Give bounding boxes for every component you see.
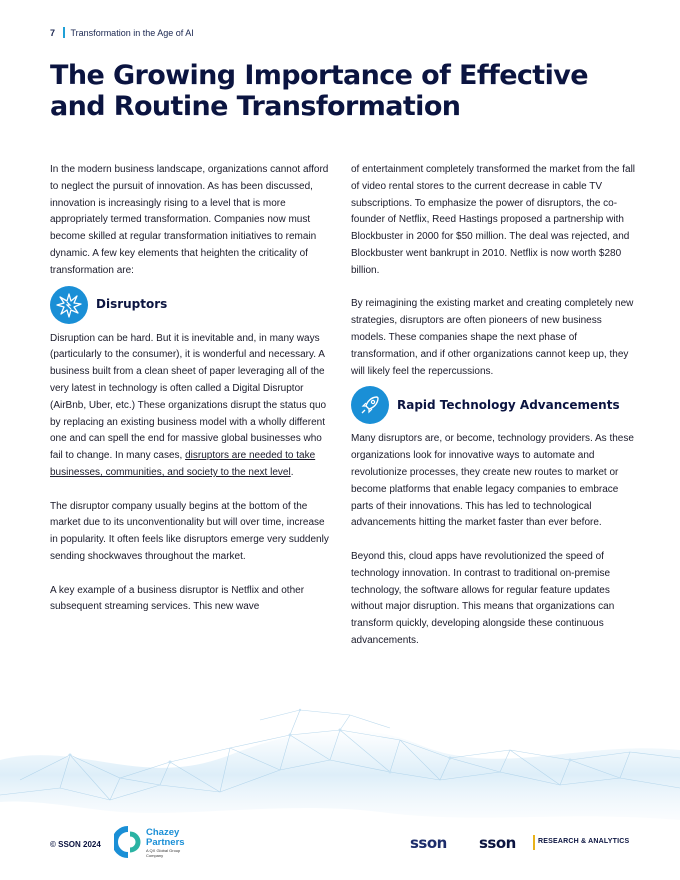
chazey-mark-icon [114,826,144,858]
disruptors-link[interactable]: disruptors are needed to take businesses, communities, and society to the next level [50,450,316,478]
chazey-partners-logo [114,826,194,866]
chazey-tagline: A QX Global Group Company [146,848,181,858]
disruptors-heading: Disruptors [96,297,168,312]
rocket-icon [351,386,389,424]
footer [0,818,680,868]
header-divider [63,27,65,38]
copyright: © SSON 2024 [50,840,101,849]
sson-logo: sson [410,834,447,852]
burst-icon [50,286,88,324]
section-heading-disruptors [50,285,335,325]
reimagining-paragraph: By reimagining the existing market and creating completely new strategies, disruptors are often pioneers of new business models. These companies shape the next phase of transformation, and if other organizations cannot keep up, they will likely feel the repercussions. [351,298,634,377]
disruptors-paragraph-2: The disruptor company usually begins at the bottom of the market due to its unconventionality but will over time, increase in popularity. It often feels like disruptors emerge very suddenly sending shockwaves throughout the market. [50,500,329,562]
paragraph-text-end: . [290,466,294,478]
disruptors-paragraph-3: A key example of a business disruptor is Netflix and other subsequent streaming services. This new wave [50,584,305,613]
rapid-tech-paragraph-2: Beyond this, cloud apps have revolutionized the speed of technology innovation. In contrast to traditional on-premise technology, the software allows for regular feature updates without major disruption. This means that organizations can transform quickly, developing alongside these continuous advancements. [351,550,615,646]
paragraph-text: Disruption can be hard. But it is inevitable and, in many ways (particularly to the consumer), it is wonderful and necessary. A business built from a clean sheet of paper leveraging all of the very latest in technology is often called a Digital Disruptor (AirBnb, Uber, etc.) These organizations disrupt the status quo by replacing an existing business model with a wholly different one and can spell the end for massive global businesses who fail to change. In many cases, [50,332,327,462]
intro-paragraph: In the modern business landscape, organizations cannot afford to neglect the pursuit of innovation. As has been discussed, innovation is increasingly rising to a level that is more appropriately termed transformation. Companies now must become skilled at regular transformation initiatives to remain dynamic. A few key elements that heighten the criticality of transformation are: [50,164,329,276]
network-wave-decoration [0,700,680,830]
left-column [50,162,335,616]
rapid-tech-heading: Rapid Technology Advancements [397,397,620,412]
page-number: 7 [50,27,56,38]
research-analytics-label: RESEARCH & ANALYTICS [538,838,630,845]
rapid-tech-paragraph-1: Many disruptors are, or become, technology providers. As these organizations look for innovative ways to automate and revolutionize processes, they create new routes to market or become platforms that enable legacy companies to embrace parts of their innovations. This has led to technological advancements hitting the market faster than ever before. [351,433,634,529]
right-column [351,162,636,650]
chazey-name: Chazey Partners [146,827,185,848]
logo-divider [533,835,535,850]
page-title: The Growing Importance of Effective and Routine Transformation [50,60,588,122]
netflix-paragraph: of entertainment completely transformed the market from the fall of video rental stores to the current decrease in cable TV subscriptions. To emphasize the power of disruptors, the co-founder of Netflix, Reed Hastings proposed a partnership with Blockbuster in 2000 for $50 million. The deal was rejected, and Blockbuster went bankrupt in 2010. Netflix is now worth $280 billion. [351,164,636,276]
section-heading-rapid-tech [351,385,636,425]
disruptors-paragraph-1 [50,331,335,482]
sson-research-logo: sson [479,834,516,852]
running-header [50,27,194,38]
running-title: Transformation in the Age of AI [70,27,194,38]
